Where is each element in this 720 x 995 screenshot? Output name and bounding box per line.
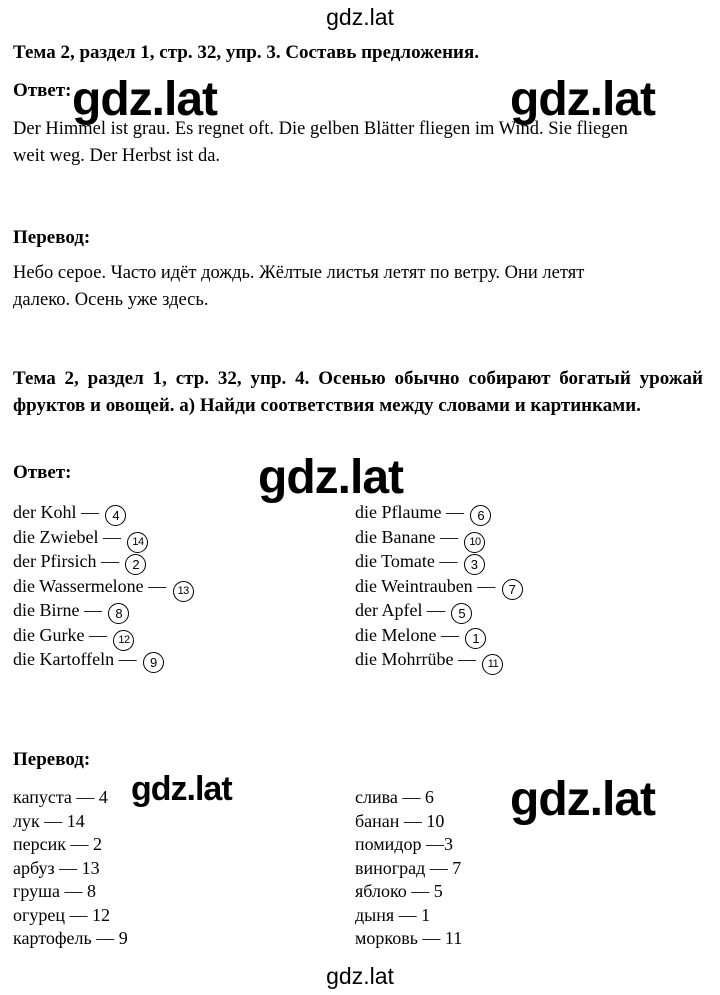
task4-answer-right-list bbox=[355, 500, 523, 672]
task4-title: Тема 2, раздел 1, стр. 32, упр. 4. Осенью обычно собирают богатый урожай фруктов и овощей. а) Найди соответствия между словами и картинками. bbox=[13, 368, 703, 416]
circled-number: 10 bbox=[464, 532, 485, 553]
task3-answer-line: weit weg. Der Herbst ist da. bbox=[13, 146, 221, 166]
task3-title: Тема 2, раздел 1, стр. 32, упр. 3. Составь предложения. bbox=[13, 42, 479, 63]
task4-translation-left-list bbox=[13, 786, 128, 951]
list-item: die Mohrrübe — 11 bbox=[355, 647, 523, 672]
circled-number: 4 bbox=[105, 505, 126, 526]
list-item: арбуз — 13 bbox=[13, 857, 100, 878]
circled-number: 7 bbox=[502, 579, 523, 600]
circled-number: 8 bbox=[108, 603, 129, 624]
circled-number: 3 bbox=[464, 554, 485, 575]
list-item: слива — 6 bbox=[355, 787, 434, 807]
list-item: капуста — 4 bbox=[13, 787, 108, 807]
watermark-1: gdz.lat bbox=[72, 73, 217, 126]
list-item: die Banane — 10 bbox=[355, 525, 523, 550]
list-item: морковь — 11 bbox=[355, 928, 463, 948]
circled-number: 9 bbox=[143, 652, 164, 673]
list-item: die Zwiebel — 14 bbox=[13, 525, 194, 550]
circled-number: 5 bbox=[451, 603, 472, 624]
watermark-4: gdz.lat bbox=[131, 770, 232, 808]
circled-number: 1 bbox=[465, 628, 486, 649]
circled-number: 11 bbox=[482, 654, 503, 675]
task4-answer-label: Ответ: bbox=[13, 462, 72, 483]
list-item: die Birne — 8 bbox=[13, 598, 194, 623]
watermark-2: gdz.lat bbox=[510, 73, 655, 126]
list-item: die Pflaume — 6 bbox=[355, 500, 523, 525]
list-item: помидор —3 bbox=[355, 834, 453, 854]
task3-translation-line: Небо серое. Часто идёт дождь. Жёлтые листья летят по ветру. Они летят bbox=[13, 263, 585, 283]
list-item: der Pfirsich — 2 bbox=[13, 549, 194, 574]
list-item: яблоко — 5 bbox=[355, 881, 443, 901]
list-item: die Gurke — 12 bbox=[13, 623, 194, 648]
list-item: die Weintrauben — 7 bbox=[355, 574, 523, 599]
watermark-5: gdz.lat bbox=[510, 773, 655, 826]
circled-number: 14 bbox=[127, 532, 148, 553]
task3-translation-line: далеко. Осень уже здесь. bbox=[13, 290, 209, 310]
list-item: лук — 14 bbox=[13, 810, 85, 831]
list-item: огурец — 12 bbox=[13, 904, 111, 925]
watermark-3: gdz.lat bbox=[258, 451, 403, 504]
list-item: der Apfel — 5 bbox=[355, 598, 523, 623]
task3-translation-text bbox=[13, 260, 584, 314]
list-item: дыня — 1 bbox=[355, 904, 431, 925]
list-item: der Kohl — 4 bbox=[13, 500, 194, 525]
circled-number: 2 bbox=[125, 554, 146, 575]
list-item: картофель — 9 bbox=[13, 928, 128, 948]
task4-translation-label: Перевод: bbox=[13, 749, 91, 770]
list-item: банан — 10 bbox=[355, 810, 445, 831]
list-item: die Tomate — 3 bbox=[355, 549, 523, 574]
list-item: die Kartoffeln — 9 bbox=[13, 647, 194, 672]
task3-answer-text bbox=[13, 116, 628, 170]
task3-answer-line: Der Himmel ist grau. Es regnet oft. Die gelben Blätter fliegen im Wind. Sie fliegen bbox=[13, 119, 628, 139]
circled-number: 13 bbox=[173, 581, 194, 602]
task4-translation-right-list bbox=[355, 786, 462, 951]
task4-answer-left-list bbox=[13, 500, 194, 672]
circled-number: 6 bbox=[470, 505, 491, 526]
list-item: персик — 2 bbox=[13, 834, 102, 854]
list-item: виноград — 7 bbox=[355, 857, 462, 878]
site-header-watermark: gdz.lat bbox=[326, 4, 394, 30]
circled-number: 12 bbox=[113, 630, 134, 651]
list-item: груша — 8 bbox=[13, 881, 96, 901]
list-item: die Wassermelone — 13 bbox=[13, 574, 194, 599]
site-footer-watermark: gdz.lat bbox=[326, 963, 394, 989]
task3-answer-label: Ответ: bbox=[13, 80, 72, 101]
list-item: die Melone — 1 bbox=[355, 623, 523, 648]
task3-translation-label: Перевод: bbox=[13, 227, 91, 248]
